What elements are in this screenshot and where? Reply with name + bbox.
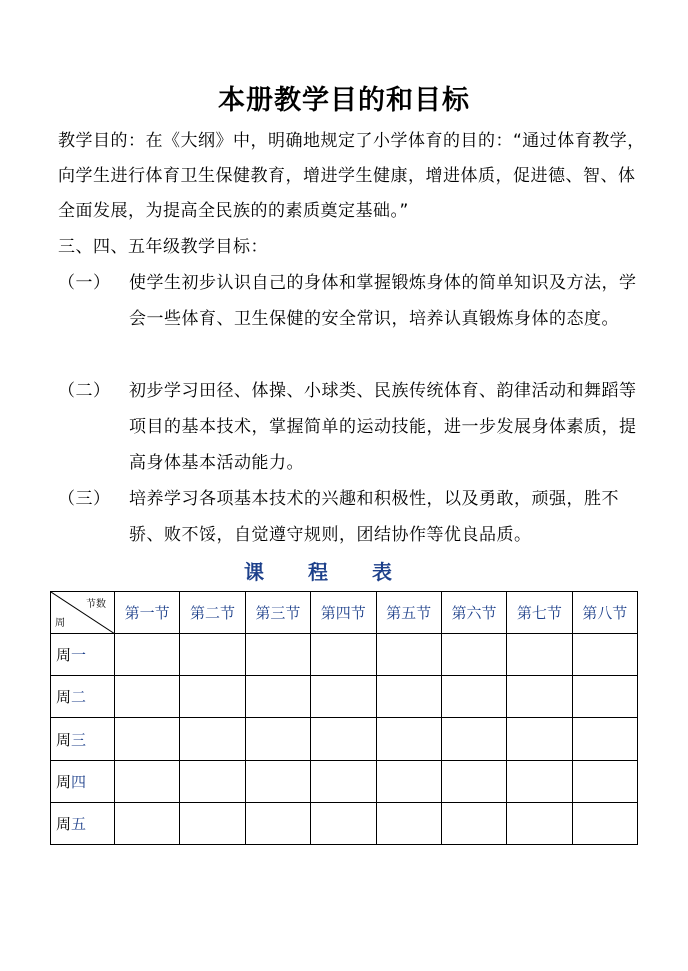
schedule-cell[interactable] (376, 718, 441, 760)
schedule-cell[interactable] (180, 802, 245, 844)
schedule-cell[interactable] (311, 760, 376, 802)
day-prefix: 周 (56, 646, 72, 665)
objective-item (58, 481, 648, 553)
schedule-cell[interactable] (572, 802, 637, 844)
schedule-cell[interactable] (180, 718, 245, 760)
day-suffix: 四 (71, 772, 87, 791)
table-row (51, 676, 638, 718)
schedule-cell[interactable] (441, 802, 506, 844)
schedule-cell[interactable] (180, 634, 245, 676)
schedule-cell[interactable] (376, 760, 441, 802)
day-prefix: 周 (56, 814, 72, 833)
day-prefix: 周 (56, 688, 72, 707)
schedule-cell[interactable] (441, 634, 506, 676)
schedule-title-char: 表 (372, 560, 392, 584)
schedule-cell[interactable] (376, 676, 441, 718)
schedule-cell[interactable] (376, 634, 441, 676)
table-corner-cell (51, 592, 115, 634)
table-row (51, 718, 638, 760)
schedule-cell[interactable] (376, 802, 441, 844)
schedule-cell[interactable] (507, 802, 572, 844)
schedule-cell[interactable] (115, 802, 180, 844)
schedule-cell[interactable] (180, 676, 245, 718)
schedule-cell[interactable] (507, 760, 572, 802)
schedule-cell[interactable] (507, 676, 572, 718)
schedule-cell[interactable] (572, 676, 637, 718)
period-header: 第五节 (376, 592, 441, 634)
page-title: 本册教学目的和目标 (218, 85, 470, 116)
schedule-cell[interactable] (311, 676, 376, 718)
schedule-cell[interactable] (507, 718, 572, 760)
schedule-cell[interactable] (115, 760, 180, 802)
schedule-cell[interactable] (441, 718, 506, 760)
schedule-cell[interactable] (572, 634, 637, 676)
table-row (51, 634, 638, 676)
schedule-title-char: 课 (244, 560, 264, 584)
table-row (51, 760, 638, 802)
objective-text: 使学生初步认识自己的身体和掌握锻炼身体的简单知识及方法，学会一些体育、卫生保健的安全常识，培养认真锻炼身体的态度。 (129, 273, 637, 329)
schedule-cell[interactable] (311, 802, 376, 844)
day-label (51, 802, 115, 844)
schedule-title-char: 程 (308, 560, 328, 584)
schedule-cell[interactable] (311, 718, 376, 760)
objective-item (58, 373, 648, 481)
corner-label-periods: 节数 (86, 599, 106, 610)
day-label (51, 718, 115, 760)
period-header: 第四节 (311, 592, 376, 634)
period-header: 第七节 (507, 592, 572, 634)
schedule-cell[interactable] (572, 760, 637, 802)
schedule-cell[interactable] (441, 676, 506, 718)
schedule-cell[interactable] (245, 760, 310, 802)
period-header: 第一节 (115, 592, 180, 634)
day-suffix: 二 (71, 688, 87, 707)
period-header: 第二节 (180, 592, 245, 634)
schedule-cell[interactable] (507, 634, 572, 676)
schedule-cell[interactable] (115, 634, 180, 676)
objective-number: （三） (58, 489, 111, 509)
schedule-cell[interactable] (441, 760, 506, 802)
period-header: 第三节 (245, 592, 310, 634)
objective-item (58, 265, 648, 337)
objective-text: 培养学习各项基本技术的兴趣和积极性，以及勇敢，顽强，胜不骄、败不馁，自觉遵守规则，团结协作等优良品质。 (129, 489, 619, 545)
schedule-cell[interactable] (245, 676, 310, 718)
day-label (51, 634, 115, 676)
day-prefix: 周 (56, 730, 72, 749)
day-label (51, 676, 115, 718)
schedule-cell[interactable] (115, 718, 180, 760)
schedule-cell[interactable] (245, 802, 310, 844)
table-row (51, 802, 638, 844)
schedule-cell[interactable] (311, 634, 376, 676)
schedule-cell[interactable] (245, 718, 310, 760)
day-prefix: 周 (56, 772, 72, 791)
period-header: 第八节 (572, 592, 637, 634)
day-label (51, 760, 115, 802)
table-header-row (51, 592, 638, 634)
grades-heading: 三、四、五年级教学目标： (58, 237, 268, 257)
schedule-cell[interactable] (180, 760, 245, 802)
corner-label-week: 周 (55, 618, 65, 630)
objective-number: （二） (58, 381, 111, 401)
schedule-table (50, 591, 638, 845)
objective-number: （一） (58, 273, 111, 293)
schedule-cell[interactable] (245, 634, 310, 676)
objective-text: 初步学习田径、体操、小球类、民族传统体育、韵律活动和舞蹈等项目的基本技术，掌握简单的运动技能，进一步发展身体素质，提高身体基本活动能力。 (129, 381, 637, 473)
schedule-title (0, 556, 636, 585)
day-suffix: 一 (71, 646, 87, 665)
schedule-cell[interactable] (115, 676, 180, 718)
intro-paragraph: 教学目的：在《大纲》中，明确地规定了小学体育的目的：“通过体育教学，向学生进行体育卫生保健教育，增进学生健康，增进体质，促进德、智、体全面发展，为提高全民族的的素质奠定基础。” (58, 131, 645, 221)
day-suffix: 三 (71, 730, 87, 749)
period-header: 第六节 (441, 592, 506, 634)
schedule-cell[interactable] (572, 718, 637, 760)
day-suffix: 五 (71, 814, 87, 833)
